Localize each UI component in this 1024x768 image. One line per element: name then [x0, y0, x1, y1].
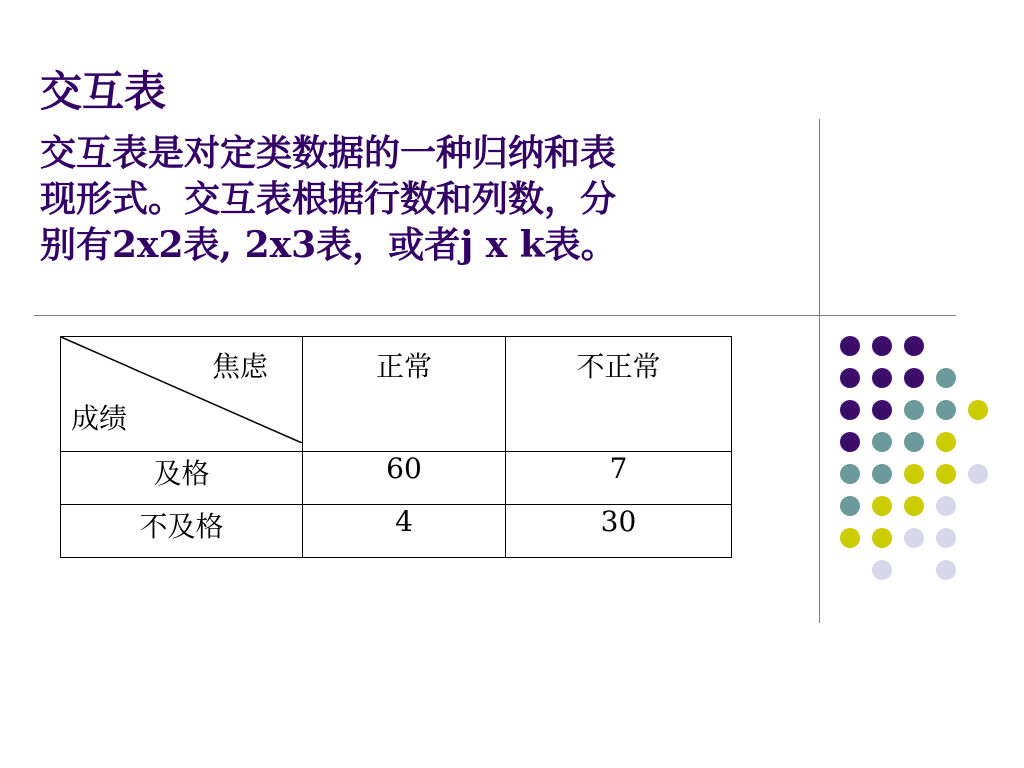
- table-cell: 7: [506, 452, 732, 505]
- decorative-dot: [936, 528, 956, 548]
- decorative-dot: [936, 400, 956, 420]
- column-header: 正常: [303, 337, 506, 452]
- decorative-dot: [936, 560, 956, 580]
- column-variable-label: 焦虑: [211, 350, 268, 383]
- row-header: 及格: [61, 452, 303, 505]
- decorative-dot: [936, 432, 956, 452]
- decorative-dot: [840, 496, 860, 516]
- decorative-dot: [904, 400, 924, 420]
- decorative-dot: [872, 528, 892, 548]
- decorative-dot: [872, 336, 892, 356]
- decorative-dot: [872, 400, 892, 420]
- decorative-dot: [872, 368, 892, 388]
- column-header: 不正常: [506, 337, 732, 452]
- body-line: 现形式。交互表根据行数和列数，分: [40, 178, 617, 220]
- slide-title: 交互表: [40, 67, 167, 116]
- decorative-dot: [872, 560, 892, 580]
- decorative-dot: [840, 432, 860, 452]
- decorative-dot: [904, 368, 924, 388]
- decorative-dot: [840, 528, 860, 548]
- decorative-dot: [904, 496, 924, 516]
- decorative-dot: [872, 464, 892, 484]
- row-header: 不及格: [61, 505, 303, 558]
- body-line: 交互表是对定类数据的一种归纳和表: [40, 132, 617, 174]
- table-cell: 30: [506, 505, 732, 558]
- decorative-dot: [840, 368, 860, 388]
- decorative-dot: [840, 464, 860, 484]
- body-line: 别有2x2表, 2x3表，或者j x k表。: [40, 224, 617, 266]
- decorative-dot: [904, 464, 924, 484]
- decorative-dot: [968, 400, 988, 420]
- decorative-dot: [936, 496, 956, 516]
- decorative-dot: [936, 464, 956, 484]
- row-variable-label: 成绩: [71, 402, 128, 435]
- decorative-dot: [936, 368, 956, 388]
- decorative-dot: [904, 432, 924, 452]
- decorative-dot: [840, 400, 860, 420]
- decorative-dot: [904, 528, 924, 548]
- table-cell: 4: [303, 505, 506, 558]
- decorative-dot: [904, 336, 924, 356]
- decorative-dot: [968, 464, 988, 484]
- decorative-dot: [872, 496, 892, 516]
- decorative-dot: [872, 432, 892, 452]
- decorative-dot: [840, 336, 860, 356]
- table-cell: 60: [303, 452, 506, 505]
